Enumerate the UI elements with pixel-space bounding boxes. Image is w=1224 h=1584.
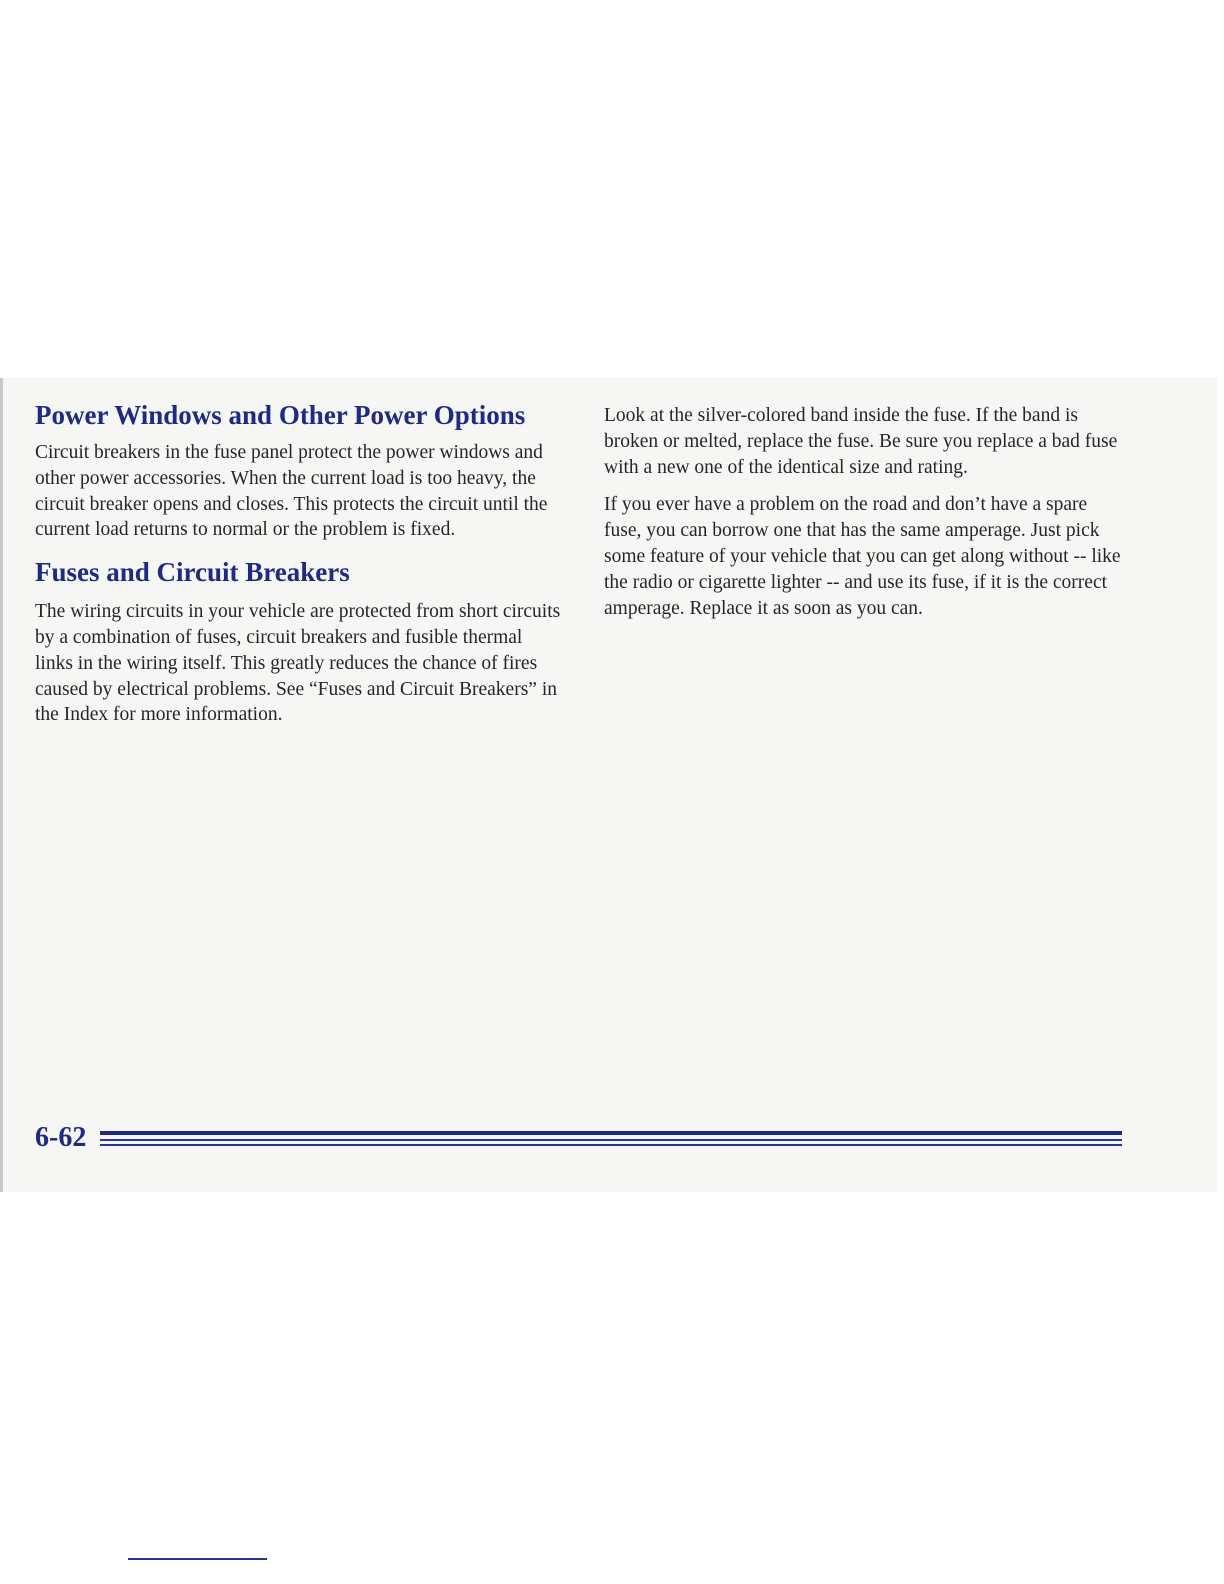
left-column bbox=[35, 398, 565, 728]
bottom-rule-fragment bbox=[128, 1558, 267, 1560]
heading-fuses-circuit-breakers: Fuses and Circuit Breakers bbox=[35, 557, 350, 588]
page-footer bbox=[35, 1117, 1125, 1157]
footer-rule-thin bbox=[100, 1144, 1122, 1146]
page-number: 6-62 bbox=[35, 1122, 87, 1153]
heading-power-windows: Power Windows and Other Power Options bbox=[35, 400, 526, 430]
paragraph-silver-band: Look at the silver-colored band inside the fuse. If the band is broken or melted, replace the fuse. Be sure you replace a bad fuse with a new one of the identical size and rating. bbox=[604, 405, 1118, 478]
footer-rule-thin bbox=[100, 1139, 1122, 1141]
paragraph-circuit-breakers: Circuit breakers in the fuse panel protect the power windows and other power accessories. When the current load is too heavy, the circuit breaker opens and closes. This protects the circuit until the current load returns to normal or the problem is fixed. bbox=[35, 442, 548, 541]
paragraph-spare-fuse: If you ever have a problem on the road and don’t have a spare fuse, you can borrow one that has the same amperage. Just pick some feature of your vehicle that you can get along without -- like the radio or cigarette lighter -- and use its fuse, if it is the correct amperage. Replace it as soon as you can. bbox=[604, 494, 1121, 619]
paragraph-wiring-circuits: The wiring circuits in your vehicle are protected from short circuits by a combination of fuses, circuit breakers and fusible thermal links in the wiring itself. This greatly reduces the chance of fires caused by electrical problems. See “Fuses and Circuit Breakers” in the Index for more information. bbox=[35, 601, 561, 726]
footer-rule-thick bbox=[100, 1131, 1122, 1135]
right-column bbox=[604, 403, 1124, 621]
